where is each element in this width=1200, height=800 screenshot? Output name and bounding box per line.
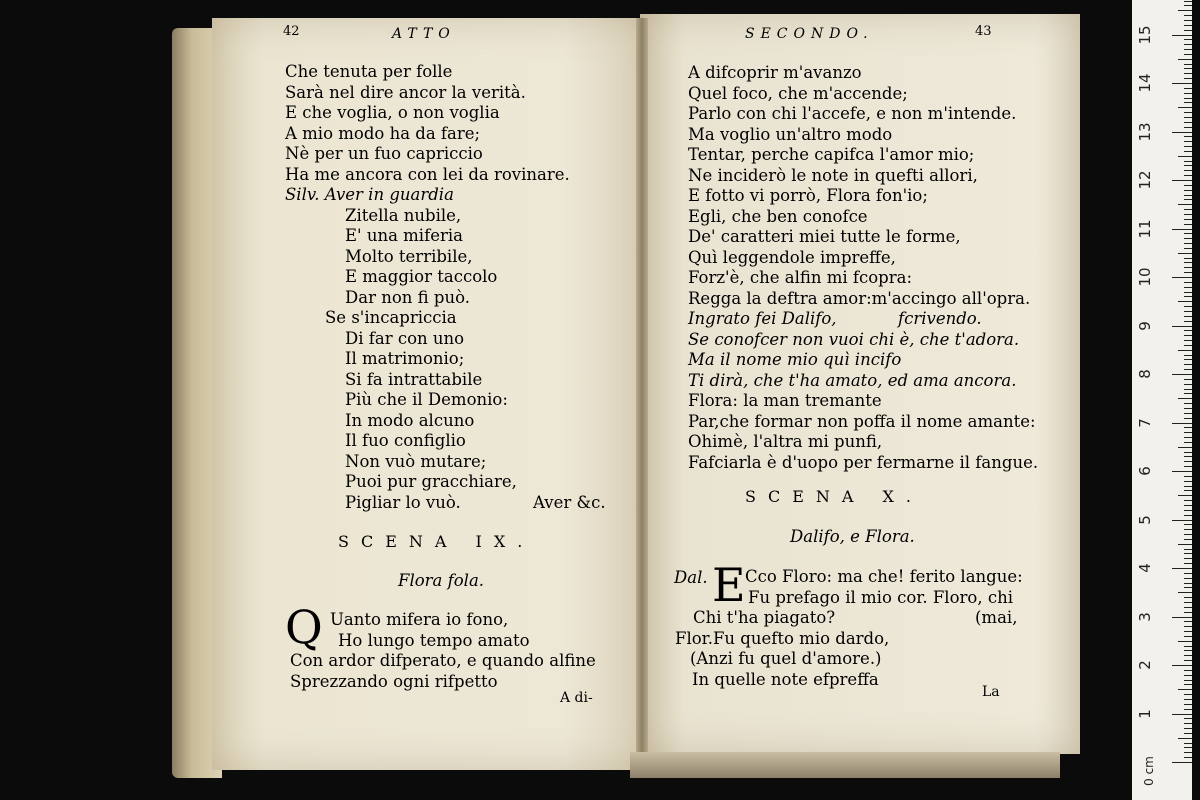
ruler-tick — [1184, 345, 1192, 346]
ruler-tick — [1184, 553, 1192, 554]
ruler-tick — [1184, 190, 1192, 191]
ruler-tick — [1184, 369, 1192, 370]
drop-capital: Q — [285, 600, 323, 654]
ruler-tick — [1184, 684, 1192, 685]
ruler-tick — [1178, 398, 1192, 399]
ruler-tick — [1184, 670, 1192, 671]
ruler-tick — [1184, 267, 1192, 268]
ruler-tick — [1184, 73, 1192, 74]
ruler-tick — [1184, 452, 1192, 453]
ruler-tick — [1178, 738, 1192, 739]
ruler-tick — [1184, 646, 1192, 647]
ruler-number: 12 — [1136, 170, 1154, 190]
ruler-tick — [1184, 597, 1192, 598]
text-line: Chi t'ha piagato? — [693, 608, 836, 627]
text-line: (mai, — [975, 608, 1018, 627]
ruler-tick — [1178, 10, 1192, 11]
ruler-number: 13 — [1136, 121, 1154, 142]
ruler-tick — [1184, 335, 1192, 336]
text-line: E' una miferia — [345, 226, 463, 245]
drop-capital: E — [712, 558, 746, 612]
ruler-tick — [1184, 515, 1192, 516]
ruler-tick — [1184, 233, 1192, 234]
ruler-tick — [1184, 359, 1192, 360]
ruler-tick — [1184, 15, 1192, 16]
catchword: A di- — [560, 690, 593, 706]
text-line: (Anzi fu quel d'amore.) — [690, 649, 882, 668]
text-line: Più che il Demonio: — [345, 390, 508, 409]
ruler-number: 7 — [1136, 417, 1154, 428]
text-line: Molto terribile, — [345, 246, 473, 266]
ruler-tick — [1184, 578, 1192, 579]
ruler-tick — [1184, 694, 1192, 695]
text-line: Parlo con chi l'accefe, e non m'intende. — [688, 104, 1017, 123]
ruler-tick — [1184, 660, 1192, 661]
ruler-tick — [1184, 30, 1192, 31]
ruler-tick — [1184, 728, 1192, 729]
ruler-tick — [1184, 500, 1192, 501]
ruler-tick — [1184, 88, 1192, 89]
ruler-tick — [1184, 258, 1192, 259]
text-line: Se conofcer non vuoi chi è, che t'adora. — [688, 329, 1020, 349]
speaker-label: Dal. — [674, 568, 708, 587]
text-line: Il matrimonio; — [345, 349, 465, 368]
scena-subtitle: Dalifo, e Flora. — [790, 527, 915, 546]
ruler-tick — [1184, 709, 1192, 710]
text-line: E che voglia, o non voglia — [285, 103, 500, 122]
ruler-tick — [1178, 544, 1192, 545]
ruler-tick — [1184, 607, 1192, 608]
ruler-tick — [1184, 461, 1192, 462]
ruler-tick — [1184, 743, 1192, 744]
ruler-tick — [1184, 195, 1192, 196]
text-line: Pigliar lo vuò. — [345, 492, 461, 512]
ruler-tick — [1184, 1, 1192, 2]
ruler-tick — [1184, 364, 1192, 365]
ruler-tick — [1184, 389, 1192, 390]
text-line: Cco Floro: ma che! ferito langue: — [745, 567, 1023, 586]
ruler-unit-label: 0 cm — [1141, 756, 1156, 786]
ruler-tick — [1184, 175, 1192, 176]
text-line: Flora: la man tremante — [688, 391, 882, 410]
right-running-header: SECONDO. — [745, 26, 874, 42]
ruler-tick — [1184, 379, 1192, 380]
ruler-tick — [1184, 93, 1192, 94]
ruler-tick — [1184, 340, 1192, 341]
ruler-tick — [1184, 296, 1192, 297]
ruler-tick — [1184, 25, 1192, 26]
ruler-tick — [1184, 612, 1192, 613]
ruler-tick — [1184, 209, 1192, 210]
text-line: Ma voglio un'altro modo — [688, 124, 893, 144]
text-line: Ti dirà, che t'ha amato, ed ama ancora. — [688, 370, 1017, 390]
ruler-tick — [1172, 665, 1192, 666]
ruler-tick — [1184, 44, 1192, 45]
ruler-tick — [1184, 650, 1192, 651]
ruler-tick — [1184, 321, 1192, 322]
ruler-tick — [1184, 573, 1192, 574]
text-line: Non vuò mutare; — [345, 451, 487, 471]
ruler-tick — [1184, 219, 1192, 220]
text-line: A mio modo ha da fare; — [285, 123, 481, 143]
ruler-tick — [1184, 136, 1192, 137]
stage-direction: fcrivendo. — [898, 309, 982, 328]
ruler-tick — [1172, 277, 1192, 278]
text-line: Ohimè, l'altra mi punfi, — [688, 432, 883, 451]
ruler-tick — [1184, 704, 1192, 705]
ruler-tick — [1178, 253, 1192, 254]
ruler-tick — [1184, 442, 1192, 443]
left-page-number: 42 — [283, 24, 300, 39]
ruler-tick — [1172, 35, 1192, 36]
text-line: Ingrato fei Dalifo, — [688, 309, 837, 328]
text-line: Che tenuta per folle — [285, 62, 453, 81]
ruler-tick — [1178, 204, 1192, 205]
ruler-tick — [1184, 718, 1192, 719]
text-line: Ho lungo tempo amato — [338, 630, 530, 650]
ruler-tick — [1184, 418, 1192, 419]
ruler-number: 10 — [1136, 267, 1154, 287]
ruler-tick — [1184, 355, 1192, 356]
ruler-number: 8 — [1136, 369, 1154, 379]
ruler-number: 6 — [1136, 466, 1154, 476]
ruler-tick — [1184, 408, 1192, 409]
ruler-number: 3 — [1136, 611, 1154, 622]
ruler-tick — [1178, 641, 1192, 642]
ruler-tick — [1184, 122, 1192, 123]
ruler-tick — [1184, 214, 1192, 215]
ruler-tick — [1184, 456, 1192, 457]
text-line: Regga la deftra amor:m'accingo all'opra. — [688, 288, 1031, 308]
ruler-tick — [1184, 583, 1192, 584]
text-line: Par,che formar non poffa il nome amante: — [688, 411, 1036, 431]
ruler-tick — [1184, 539, 1192, 540]
ruler-number: 4 — [1136, 563, 1154, 573]
ruler-tick — [1184, 292, 1192, 293]
ruler-tick — [1184, 427, 1192, 428]
ruler-tick — [1184, 151, 1192, 152]
ruler-tick — [1172, 520, 1192, 521]
ruler-tick — [1184, 680, 1192, 681]
ruler-tick — [1184, 757, 1192, 758]
ruler-tick — [1178, 495, 1192, 496]
text-line: Se s'incapriccia — [325, 308, 457, 327]
ruler-tick — [1184, 432, 1192, 433]
ruler-tick — [1184, 481, 1192, 482]
ruler-tick — [1184, 510, 1192, 511]
ruler-tick — [1184, 112, 1192, 113]
text-line: Zitella nubile, — [345, 205, 462, 225]
text-line: Quì leggendole impreffe, — [688, 247, 896, 267]
ruler-tick — [1184, 563, 1192, 564]
ruler-tick — [1184, 393, 1192, 394]
ruler-tick — [1184, 78, 1192, 79]
ruler-tick — [1184, 54, 1192, 55]
ruler-tick — [1178, 592, 1192, 593]
text-line: In quelle note efpreffa — [692, 670, 879, 689]
ruler-tick — [1172, 229, 1192, 230]
text-line: E fotto vi porrò, Flora fon'io; — [688, 186, 928, 205]
ruler-tick — [1184, 636, 1192, 637]
ruler-tick — [1184, 243, 1192, 244]
text-line: Flor.Fu quefto mio dardo, — [675, 629, 890, 648]
ruler-tick — [1184, 141, 1192, 142]
book-gutter — [636, 18, 648, 778]
scena-title: SCENA X. — [745, 487, 923, 506]
text-line: Quel foco, che m'accende; — [688, 83, 908, 103]
ruler-tick — [1184, 437, 1192, 438]
ruler-tick — [1184, 199, 1192, 200]
ruler-tick — [1184, 64, 1192, 65]
ruler-tick — [1184, 5, 1192, 6]
ruler-tick — [1184, 631, 1192, 632]
ruler-tick — [1184, 98, 1192, 99]
ruler-number: 14 — [1136, 73, 1154, 93]
ruler-tick — [1184, 49, 1192, 50]
ruler-tick — [1184, 549, 1192, 550]
ruler-tick — [1184, 524, 1192, 525]
ruler-tick — [1184, 752, 1192, 753]
ruler-tick — [1184, 272, 1192, 273]
ruler-tick — [1184, 127, 1192, 128]
ruler-tick — [1184, 733, 1192, 734]
ruler-tick — [1184, 466, 1192, 467]
right-page-number: 43 — [975, 24, 992, 39]
ruler-number: 2 — [1136, 660, 1154, 670]
ruler-tick — [1184, 146, 1192, 147]
text-line: Forz'è, che alfin mi fcopra: — [688, 268, 913, 287]
ruler-tick — [1184, 413, 1192, 414]
text-line: Sarà nel dire ancor la verità. — [285, 82, 526, 102]
ruler-tick — [1172, 326, 1192, 327]
text-line: Nè per un fuo capriccio — [285, 144, 483, 163]
ruler-tick — [1184, 185, 1192, 186]
ruler-tick — [1184, 306, 1192, 307]
left-running-header: ATTO — [392, 26, 456, 42]
text-line: Con ardor difperato, e quando alfine — [290, 651, 596, 670]
ruler-tick — [1184, 675, 1192, 676]
ruler-tick — [1178, 350, 1192, 351]
ruler-tick — [1184, 316, 1192, 317]
ruler-tick — [1184, 170, 1192, 171]
ruler-tick — [1184, 490, 1192, 491]
ruler-tick — [1184, 311, 1192, 312]
text-line: Fafciarla è d'uopo per fermarne il fangue. — [688, 452, 1039, 472]
text-line: Uanto mifera io fono, — [330, 610, 509, 629]
ruler-tick — [1184, 699, 1192, 700]
ruler-tick — [1178, 107, 1192, 108]
ruler-tick — [1178, 156, 1192, 157]
ruler-tick — [1172, 83, 1192, 84]
text-line: Puoi pur gracchiare, — [345, 472, 517, 491]
ruler-tick — [1184, 117, 1192, 118]
text-line: Ma il nome mio quì incifo — [688, 350, 902, 369]
catchword: La — [982, 684, 1000, 700]
ruler-tick — [1184, 287, 1192, 288]
ruler-tick — [1184, 224, 1192, 225]
text-line: Dar non fi può. — [345, 287, 470, 307]
ruler-tick — [1184, 602, 1192, 603]
ruler-tick — [1184, 505, 1192, 506]
text-line: Ne inciderò le note in quefti allori, — [688, 165, 978, 185]
text-line: Sprezzando ogni rifpetto — [290, 671, 498, 691]
ruler-number: 5 — [1136, 514, 1154, 525]
ruler-tick — [1184, 20, 1192, 21]
ruler-tick — [1172, 714, 1192, 715]
ruler-tick — [1184, 747, 1192, 748]
ruler-number: 1 — [1136, 708, 1154, 719]
ruler-tick — [1172, 180, 1192, 181]
text-line: Egli, che ben conofce — [688, 206, 868, 226]
text-line: In modo alcuno — [345, 410, 475, 430]
ruler-tick — [1184, 534, 1192, 535]
aver-etc: Aver &c. — [533, 492, 606, 512]
ruler-tick — [1184, 621, 1192, 622]
text-line: E maggior taccolo — [345, 267, 498, 286]
ruler-tick — [1172, 471, 1192, 472]
text-line: Ha me ancora con lei da rovinare. — [285, 164, 570, 184]
ruler-tick — [1184, 403, 1192, 404]
text-line: De' caratteri miei tutte le forme, — [688, 227, 961, 246]
scena-title: SCENA IX. — [338, 532, 535, 551]
ruler-tick — [1184, 161, 1192, 162]
ruler-tick — [1184, 384, 1192, 385]
ruler-tick — [1184, 248, 1192, 249]
text-line: Il fuo configlio — [345, 431, 466, 450]
ruler-tick — [1184, 558, 1192, 559]
ruler-tick — [1184, 102, 1192, 103]
ruler-tick — [1184, 486, 1192, 487]
ruler-tick — [1172, 374, 1192, 375]
book-bottom-edge — [630, 752, 1060, 778]
text-line: Fu prefago il mio cor. Floro, chi — [748, 588, 1013, 607]
scena-subtitle: Flora fola. — [398, 571, 485, 590]
ruler-tick — [1184, 655, 1192, 656]
ruler-tick — [1178, 301, 1192, 302]
ruler-tick — [1184, 723, 1192, 724]
ruler-tick — [1172, 423, 1192, 424]
ruler-tick — [1178, 59, 1192, 60]
ruler-tick — [1184, 587, 1192, 588]
ruler-tick — [1184, 68, 1192, 69]
ruler-tick — [1184, 262, 1192, 263]
ruler-number: 9 — [1136, 320, 1154, 331]
ruler-tick — [1172, 617, 1192, 618]
ruler-tick — [1178, 447, 1192, 448]
ruler-tick — [1172, 132, 1192, 133]
ruler-tick — [1184, 626, 1192, 627]
ruler-number: 15 — [1136, 24, 1154, 45]
text-line: Tentar, perche capifca l'amor mio; — [688, 145, 975, 164]
ruler-tick — [1184, 165, 1192, 166]
ruler-tick — [1184, 39, 1192, 40]
ruler-tick — [1184, 330, 1192, 331]
measurement-ruler — [1132, 0, 1192, 800]
ruler-tick — [1184, 282, 1192, 283]
text-line: Si fa intrattabile — [345, 369, 483, 389]
text-line: Silv. Aver in guardia — [285, 185, 454, 204]
ruler-tick — [1184, 476, 1192, 477]
ruler-tick — [1184, 529, 1192, 530]
text-line: Di far con uno — [345, 328, 465, 348]
ruler-tick — [1172, 568, 1192, 569]
ruler-tick — [1184, 238, 1192, 239]
text-line: A difcoprir m'avanzo — [688, 63, 862, 82]
ruler-number: 11 — [1136, 218, 1154, 239]
ruler-tick — [1178, 689, 1192, 690]
ruler-tick — [1172, 762, 1192, 763]
